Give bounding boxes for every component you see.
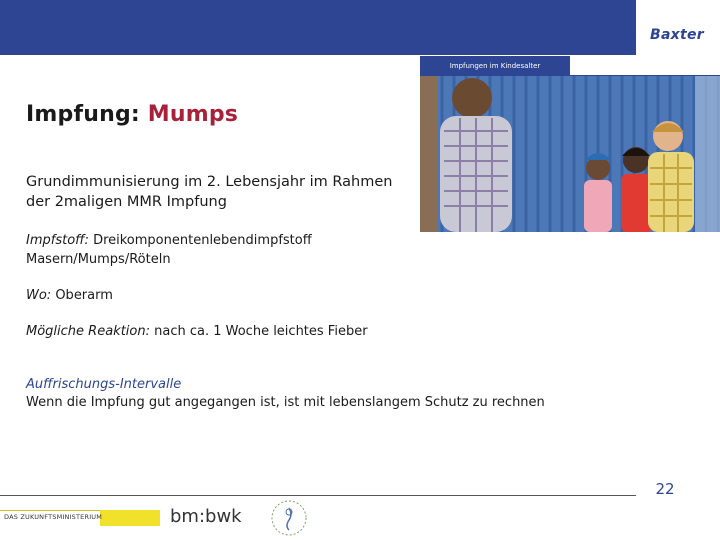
booster-text: Wenn die Impfung gut angegangen ist, ist mit lebenslangem Schutz zu rechnen [26,395,545,410]
reaction-label: Mögliche Reaktion: [26,324,150,339]
vaccine-value-line2: Masern/Mumps/Röteln [26,252,171,267]
vaccine-label: Impfstoff: [26,233,89,248]
slide-title [26,102,238,127]
section-subtitle: Impfungen im Kindesalter [420,56,570,76]
vaccine-value-line1: Dreikomponentenlebendimpfstoff [93,233,312,248]
title-prefix: Impfung: [26,102,148,127]
location-paragraph [26,286,113,305]
vaccine-paragraph [26,231,416,269]
bmbwk-logo: bm:bwk [170,506,242,527]
intro-text: Grundimmunisierung im 2. Lebensjahr im Rahmen der 2maligen MMR Impfung [26,174,393,210]
reaction-value: nach ca. 1 Woche leichtes Fieber [154,324,368,339]
booster-paragraph [26,376,626,412]
page-number: 22 [655,480,675,498]
reaction-paragraph [26,322,368,341]
emblem-icon [266,498,312,538]
baxter-logo: Baxter [649,27,705,43]
children-photo [420,76,720,232]
where-label: Wo: [26,288,52,303]
ministry-logo [0,510,160,526]
where-value: Oberarm [55,288,113,303]
header-bar [0,0,636,55]
footer-divider [0,495,636,496]
title-accent: Mumps [147,102,239,127]
booster-heading: Auffrischungs-Intervalle [26,377,182,392]
ministry-label: DAS ZUKUNFTSMINISTERIUM [4,513,103,521]
